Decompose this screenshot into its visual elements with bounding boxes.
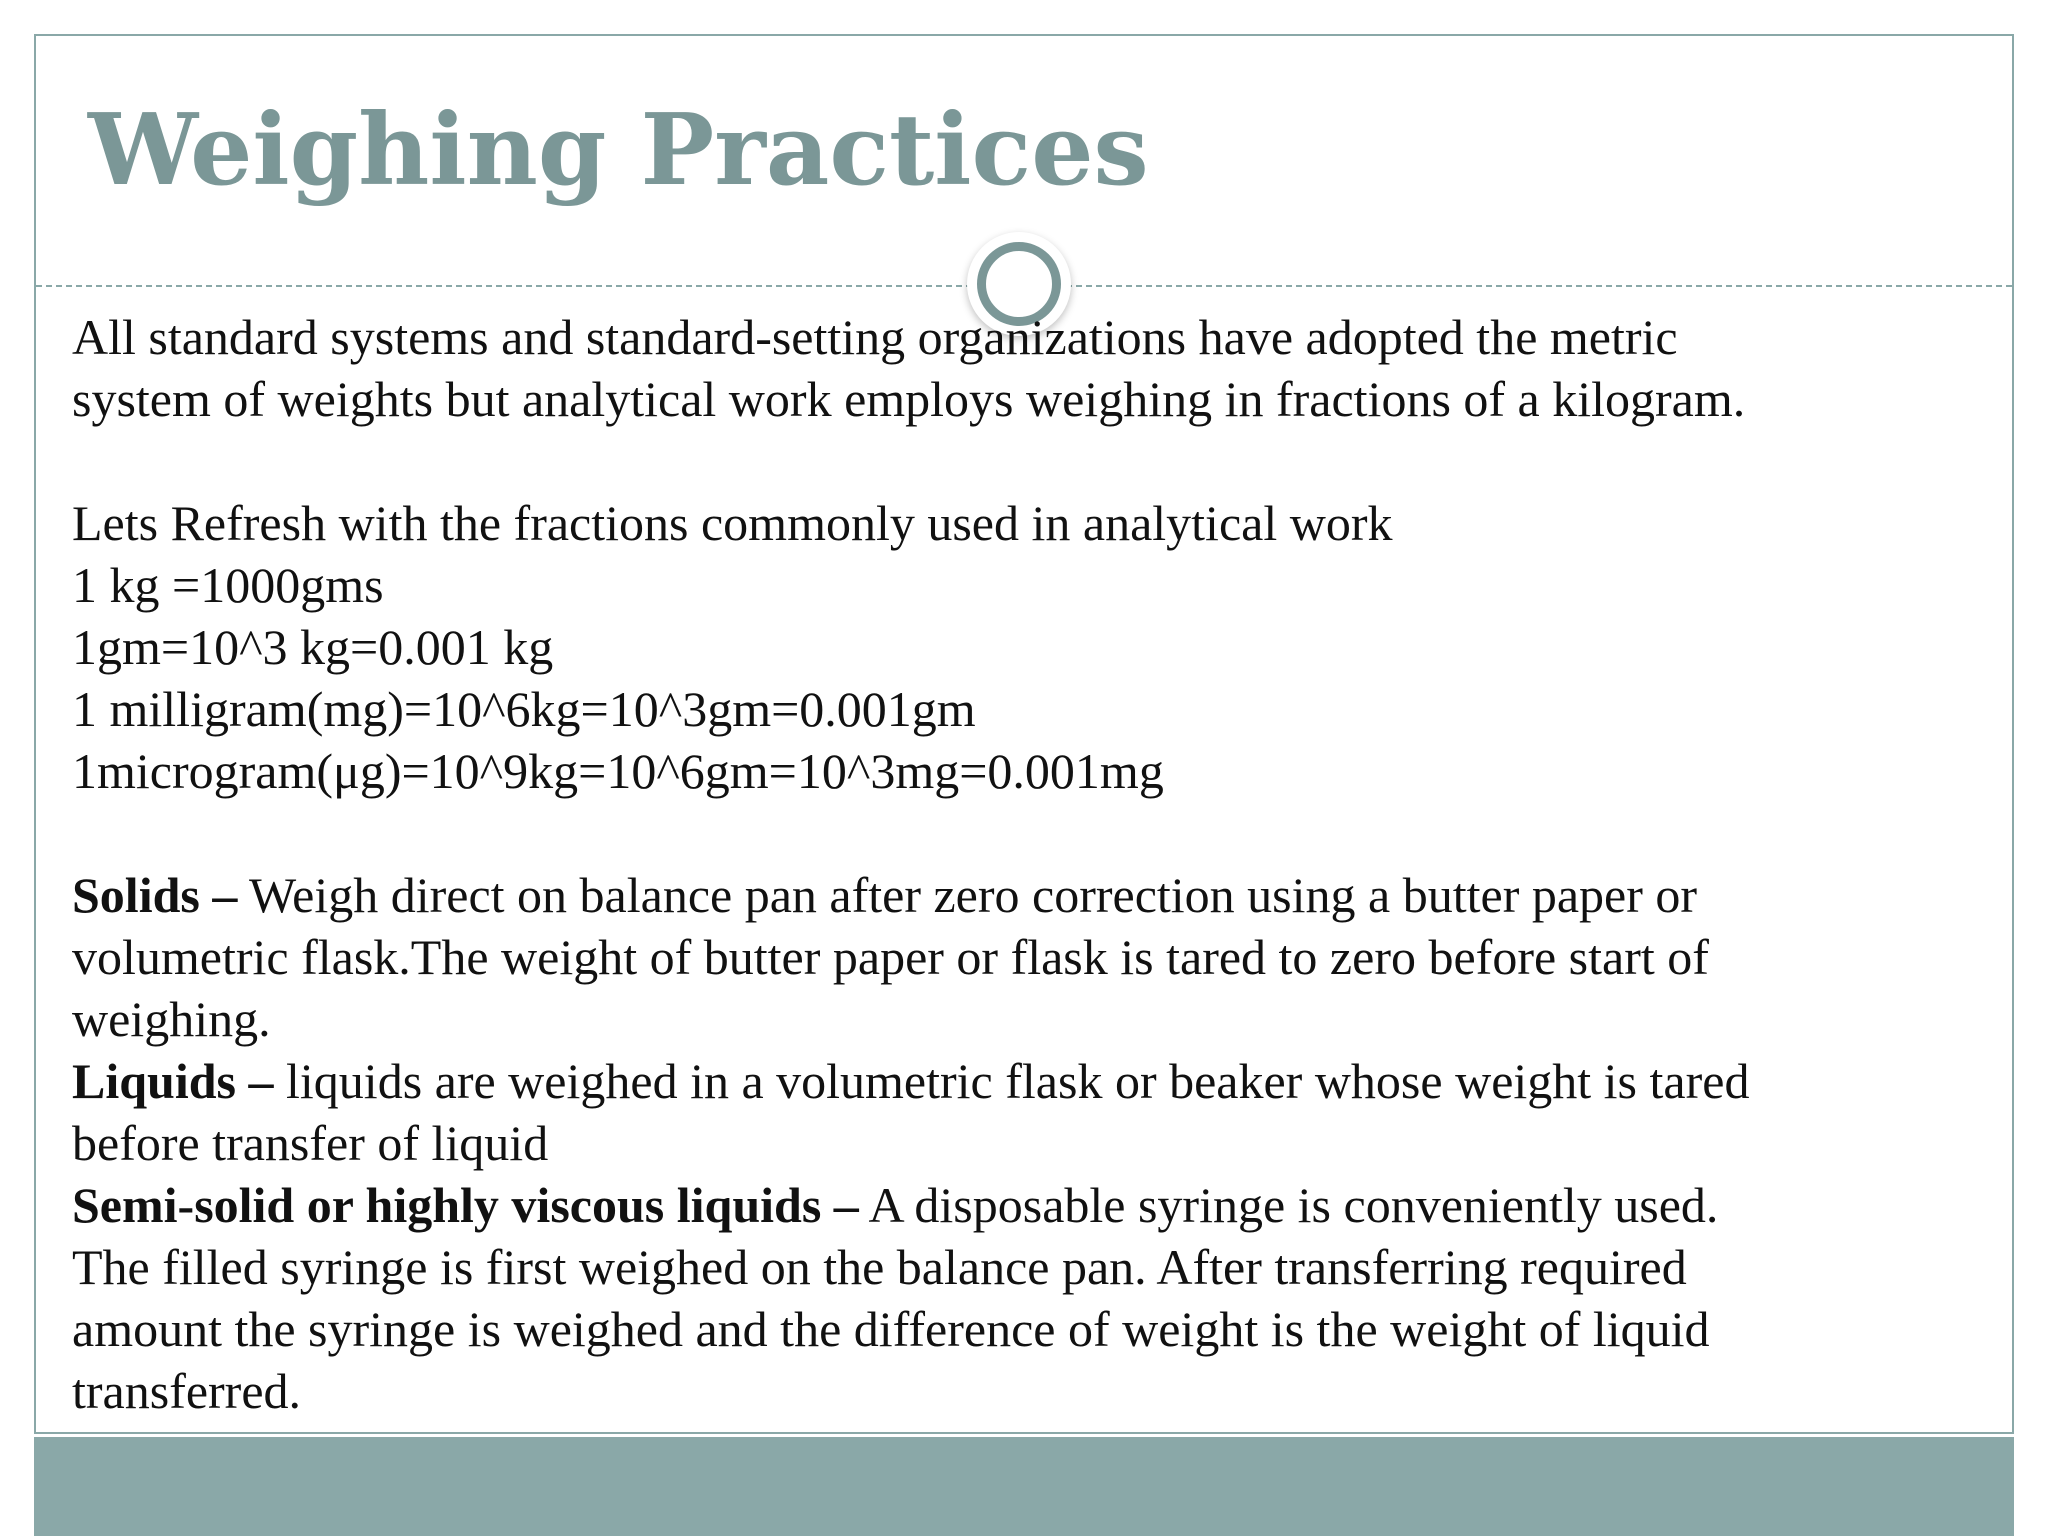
- refresh-heading: Lets Refresh with the fractions commonly used in analytical work: [72, 495, 1393, 551]
- conversion-milligram: 1 milligram(mg)=10^6kg=10^3gm=0.001gm: [72, 681, 976, 737]
- liquids-line-2: before transfer of liquid: [72, 1115, 549, 1171]
- blank-line: [72, 802, 2022, 864]
- footer-band: [34, 1437, 2014, 1536]
- conversion-gram: 1gm=10^3 kg=0.001 kg: [72, 619, 554, 675]
- semisolids-label: Semi-solid or highly viscous liquids –: [72, 1177, 859, 1233]
- intro-line-1: All standard systems and standard-setting organizations have adopted the metric: [72, 309, 1678, 365]
- semisolids-text-1: A disposable syringe is conveniently used.: [858, 1177, 1719, 1233]
- intro-line-2: system of weights but analytical work employs weighing in fractions of a kilogram.: [72, 371, 1746, 427]
- liquids-line-1: [72, 1050, 2022, 1112]
- blank-line: [72, 430, 2022, 492]
- solids-line-1: [72, 864, 2022, 926]
- semisolids-line-3: amount the syringe is weighed and the difference of weight is the weight of liquid: [72, 1301, 1710, 1357]
- slide-body: [72, 306, 2022, 1422]
- liquids-label: Liquids –: [72, 1053, 274, 1109]
- solids-line-2: volumetric flask.The weight of butter paper or flask is tared to zero before start of: [72, 929, 1709, 985]
- solids-label: Solids –: [72, 867, 238, 923]
- semisolids-line-4: transferred.: [72, 1363, 302, 1419]
- semisolids-line-2: The filled syringe is first weighed on the balance pan. After transferring required: [72, 1239, 1687, 1295]
- liquids-text-1: liquids are weighed in a volumetric flask or beaker whose weight is tared: [273, 1053, 1750, 1109]
- conversion-microgram: 1microgram(μg)=10^9kg=10^6gm=10^3mg=0.001mg: [72, 743, 1164, 799]
- solids-line-3: weighing.: [72, 991, 271, 1047]
- semisolids-line-1: [72, 1174, 2022, 1236]
- conversion-kg: 1 kg =1000gms: [72, 557, 384, 613]
- solids-text-1: Weigh direct on balance pan after zero correction using a butter paper or: [237, 867, 1698, 923]
- slide-title: Weighing Practices: [88, 93, 1149, 208]
